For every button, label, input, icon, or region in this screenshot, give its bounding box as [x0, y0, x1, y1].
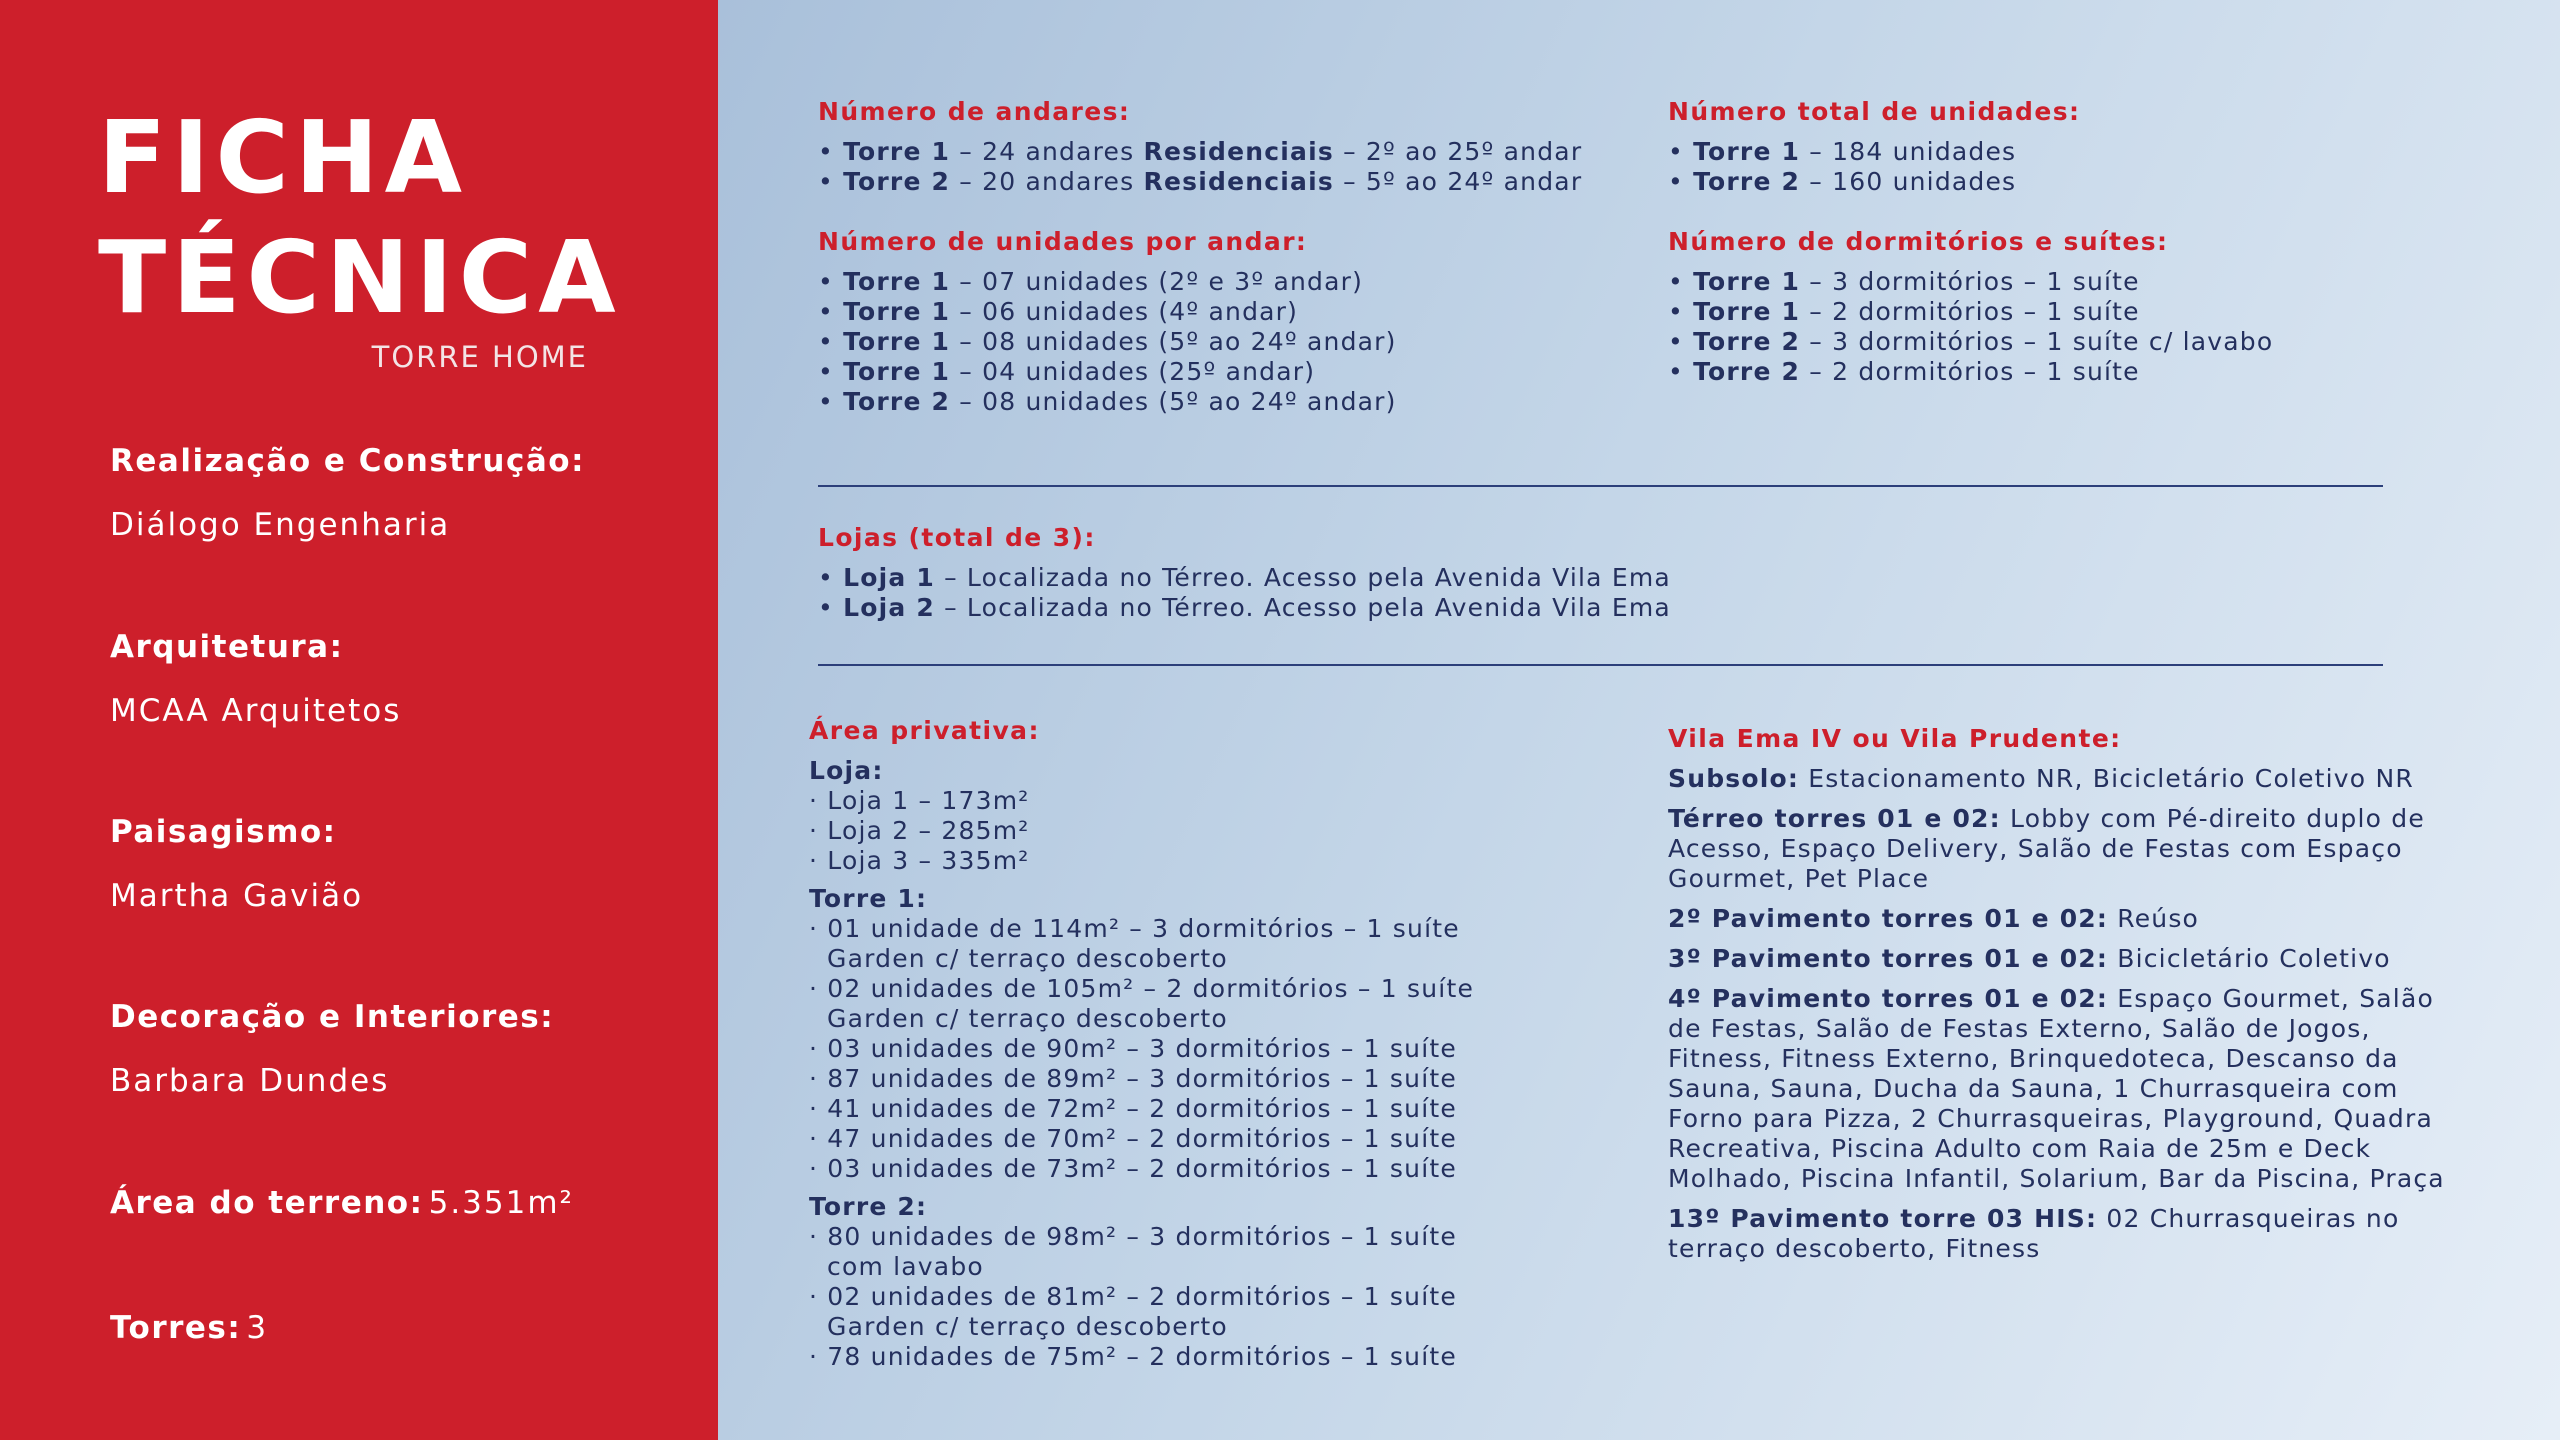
- section-heading: Número de andares:: [818, 97, 1131, 126]
- list-item: • Torre 1 – 3 dormitórios – 1 suíte: [1668, 267, 2140, 296]
- credit-value: 5.351m²: [428, 1185, 574, 1221]
- list-item: · 87 unidades de 89m² – 3 dormitórios – 1 suíte: [809, 1064, 1457, 1093]
- list-item: • Loja 2 – Localizada no Térreo. Acesso pela Avenida Vila Ema: [818, 593, 1671, 622]
- section-heading: Número total de unidades:: [1668, 97, 2081, 126]
- credit-value: Diálogo Engenharia: [110, 507, 451, 543]
- left-panel: [0, 0, 718, 1440]
- credit-label: Decoração e Interiores:: [110, 999, 555, 1035]
- page-subtitle: TORRE HOME: [371, 340, 588, 374]
- credit-value: MCAA Arquitetos: [110, 693, 402, 729]
- credit-label: Realização e Construção:: [110, 443, 585, 479]
- group-title: Torre 1:: [809, 884, 928, 913]
- credit-arquitetura: [110, 629, 401, 729]
- list-item: · 78 unidades de 75m² – 2 dormitórios – 1 suíte: [809, 1342, 1457, 1371]
- credit-value: Barbara Dundes: [110, 1063, 390, 1099]
- list-item: • Torre 1 – 04 unidades (25º andar): [818, 357, 1316, 386]
- credit-torres: [110, 1310, 268, 1346]
- credit-label: Torres:: [110, 1310, 242, 1346]
- group-title: Torre 2:: [809, 1192, 928, 1221]
- section-heading: Lojas (total de 3):: [818, 523, 1096, 552]
- section-lojas: [818, 523, 1671, 623]
- list-item: · 02 unidades de 105m² – 2 dormitórios – 1 suíte Garden c/ terraço descoberto: [809, 974, 1475, 1033]
- credit-label: Área do terreno:: [110, 1185, 424, 1221]
- list-item: • Loja 1 – Localizada no Térreo. Acesso pela Avenida Vila Ema: [818, 563, 1671, 592]
- section-heading: Área privativa:: [809, 716, 1040, 745]
- list-item: · 02 unidades de 81m² – 2 dormitórios – 1 suíte Garden c/ terraço descoberto: [809, 1282, 1457, 1341]
- list-item: • Torre 1 – 24 andares Residenciais – 2º ao 25º andar: [818, 137, 1583, 166]
- list-item: • Torre 2 – 08 unidades (5º ao 24º andar): [818, 387, 1397, 416]
- section-unidades-por-andar: [818, 227, 1397, 417]
- section-lazer: [1668, 724, 2458, 1274]
- list-item: • Torre 2 – 20 andares Residenciais – 5º ao 24º andar: [818, 167, 1583, 196]
- list-item: · Loja 1 – 173m²: [809, 786, 1030, 815]
- section-dormitorios: [1668, 227, 2273, 387]
- divider: [818, 664, 2383, 666]
- credit-construcao: [110, 443, 585, 543]
- list-item: 4º Pavimento torres 01 e 02: Espaço Gourmet, Salão de Festas, Salão de Festas Externo, Salão de Jogos, Fitness, Fitness Externo, Brinquedoteca, Descanso da Sauna, Sauna, Ducha da Sauna, 1 Churrasqueira com Forno para Pizza, 2 Churrasqueiras, Playground, Quadra Recreativa, Piscina Adulto com Raia de 25m e Deck Molhado, Piscina Infantil, Solarium, Bar da Piscina, Praça: [1668, 984, 2445, 1193]
- section-heading: Número de unidades por andar:: [818, 227, 1308, 256]
- list-item: • Torre 2 – 160 unidades: [1668, 167, 2017, 196]
- credit-area-terreno: [110, 1185, 574, 1221]
- credit-label: Arquitetura:: [110, 629, 344, 665]
- list-item: · 03 unidades de 73m² – 2 dormitórios – 1 suíte: [809, 1154, 1457, 1183]
- title-line-1: FICHA: [98, 99, 468, 216]
- section-andares: [818, 97, 1582, 197]
- list-item: · 41 unidades de 72m² – 2 dormitórios – 1 suíte: [809, 1094, 1457, 1123]
- list-item: • Torre 2 – 3 dormitórios – 1 suíte c/ lavabo: [1668, 327, 2274, 356]
- list-item: • Torre 1 – 06 unidades (4º andar): [818, 297, 1299, 326]
- credit-paisagismo: [110, 814, 363, 914]
- list-item: · Loja 2 – 285m²: [809, 816, 1030, 845]
- title-line-2: TÉCNICA: [98, 219, 622, 336]
- list-item: · 01 unidade de 114m² – 3 dormitórios – 1 suíte Garden c/ terraço descoberto: [809, 914, 1460, 973]
- list-item: • Torre 1 – 2 dormitórios – 1 suíte: [1668, 297, 2140, 326]
- credit-value: Martha Gavião: [110, 878, 364, 914]
- list-item: • Torre 1 – 08 unidades (5º ao 24º andar): [818, 327, 1397, 356]
- section-area-privativa: [809, 716, 1509, 1372]
- list-item: 13º Pavimento torre 03 HIS: 02 Churrasqueiras no terraço descoberto, Fitness: [1668, 1204, 2400, 1263]
- list-item: 2º Pavimento torres 01 e 02: Reúso: [1668, 904, 2200, 933]
- list-item: · 47 unidades de 70m² – 2 dormitórios – 1 suíte: [809, 1124, 1457, 1153]
- credit-decoracao: [110, 999, 554, 1099]
- list-item: • Torre 1 – 184 unidades: [1668, 137, 2017, 166]
- group-title: Loja:: [809, 756, 884, 785]
- list-item: • Torre 2 – 2 dormitórios – 1 suíte: [1668, 357, 2140, 386]
- list-item: Térreo torres 01 e 02: Lobby com Pé-direito duplo de Acesso, Espaço Delivery, Salão de Festas com Espaço Gourmet, Pet Place: [1668, 804, 2425, 893]
- credit-value: 3: [246, 1310, 269, 1346]
- list-item: · 80 unidades de 98m² – 3 dormitórios – 1 suíte com lavabo: [809, 1222, 1457, 1281]
- section-heading: Vila Ema IV ou Vila Prudente:: [1668, 724, 2122, 753]
- page-title: [98, 98, 622, 338]
- credit-label: Paisagismo:: [110, 814, 337, 850]
- list-item: · 03 unidades de 90m² – 3 dormitórios – 1 suíte: [809, 1034, 1457, 1063]
- section-total-unidades: [1668, 97, 2080, 197]
- list-item: • Torre 1 – 07 unidades (2º e 3º andar): [818, 267, 1364, 296]
- section-heading: Número de dormitórios e suítes:: [1668, 227, 2169, 256]
- divider: [818, 485, 2383, 487]
- list-item: Subsolo: Estacionamento NR, Bicicletário Coletivo NR: [1668, 764, 2414, 793]
- list-item: 3º Pavimento torres 01 e 02: Bicicletário Coletivo: [1668, 944, 2391, 973]
- list-item: · Loja 3 – 335m²: [809, 846, 1030, 875]
